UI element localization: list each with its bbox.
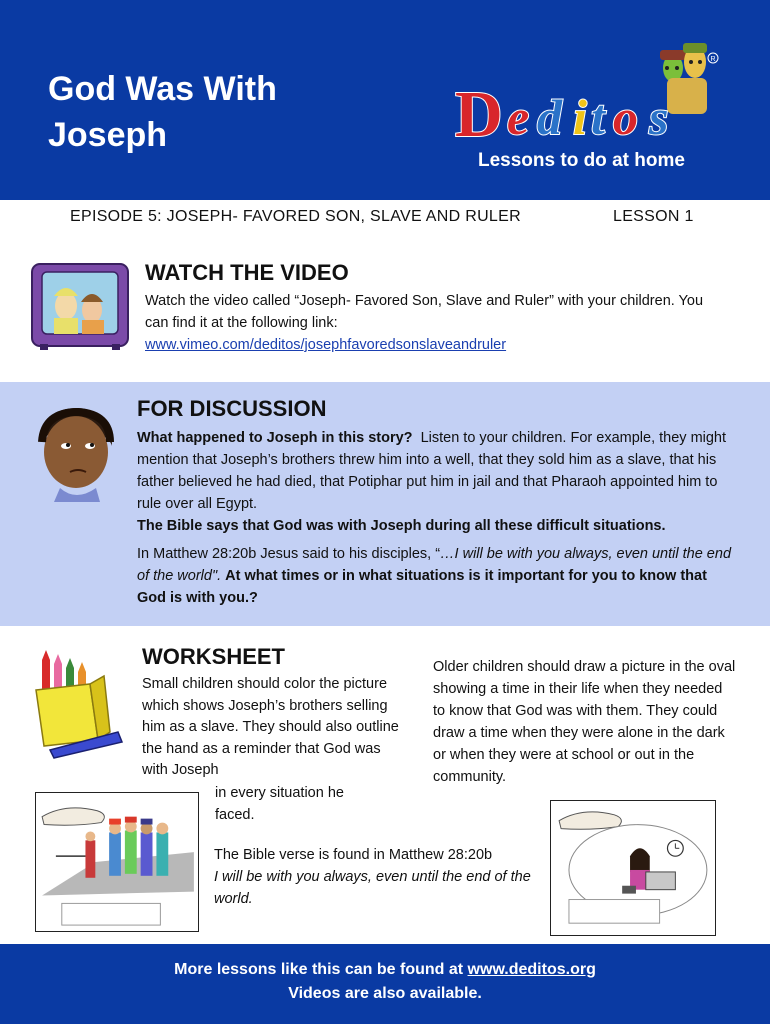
discussion-paragraph-2	[137, 543, 737, 609]
thinking-boy-icon	[30, 402, 120, 502]
verse-text: I will be with you always, even until the end of the world.	[214, 869, 531, 907]
worksheet-heading: WORKSHEET	[142, 644, 285, 669]
title-line-2: Joseph	[48, 116, 168, 154]
svg-text:R: R	[710, 56, 716, 63]
footer-banner	[0, 944, 770, 1024]
svg-text:s: s	[649, 89, 669, 145]
episode-label: EPISODE 5: JOSEPH- FAVORED SON, SLAVE AND RULER	[70, 208, 521, 225]
worksheet-preview-coloring	[35, 792, 199, 932]
svg-text:i: i	[573, 89, 587, 145]
verse-reference: The Bible verse is found in Matthew 28:20b	[214, 847, 493, 863]
crayon-box-icon	[30, 650, 130, 760]
matthew-quote: …I will be with you always, even until the end of the world".	[137, 546, 732, 584]
footer-more-lessons: More lessons like this can be found at	[174, 961, 464, 978]
deditos-logo	[455, 40, 725, 150]
video-link[interactable]: www.vimeo.com/deditos/josephfavoredsonslaveandruler	[145, 337, 507, 353]
svg-text:d: d	[537, 89, 562, 145]
discussion-section	[0, 382, 770, 626]
small-children-instructions-continued: in every situation he faced.	[215, 785, 344, 823]
discussion-answer: Listen to your children. For example, they might mention that Joseph’s brothers threw him into a well, that they sold him as a slave, that his father believed he had died, that Potiphar put him in jail and that Pharaoh appointed him to rule over all Egypt.	[137, 430, 727, 512]
bible-says-statement: The Bible says that God was with Joseph during all these difficult situations.	[137, 518, 666, 534]
footer-line-1	[0, 958, 770, 982]
matthew-intro: In Matthew 28:20b Jesus said to his disciples, “	[137, 546, 441, 562]
watch-video-heading: WATCH THE VIDEO	[145, 260, 349, 285]
svg-text:o: o	[613, 89, 638, 145]
tv-icon	[30, 262, 130, 352]
footer-line-2: Videos are also available.	[288, 985, 482, 1002]
puppet-figures-icon	[660, 43, 718, 114]
header-banner	[0, 0, 770, 200]
watch-video-text	[145, 290, 705, 356]
older-children-instructions: Older children should draw a picture in the oval showing a time in their life when they needed to know that God was with them. They could draw a time when they were alone in the dark or when they were at school or out in the community.	[433, 659, 736, 785]
deditos-website-link[interactable]: www.deditos.org	[467, 961, 596, 978]
worksheet-preview-drawing	[550, 800, 716, 936]
episode-row	[0, 208, 770, 236]
discussion-paragraph-1	[137, 427, 737, 537]
svg-text:D: D	[455, 78, 503, 150]
watch-instructions: Watch the video called “Joseph- Favored Son, Slave and Ruler” with your children. You can find it at the following link:	[145, 293, 704, 331]
discussion-text	[137, 427, 737, 615]
svg-text:t: t	[591, 89, 605, 145]
title-line-1: God Was With	[48, 70, 277, 108]
lesson-label: LESSON 1	[613, 208, 694, 225]
matthew-question: At what times or in what situations is it important for you to know that God is with you.?	[137, 568, 707, 606]
page-title	[48, 66, 348, 158]
svg-text:e: e	[507, 89, 530, 145]
discussion-heading: FOR DISCUSSION	[137, 396, 327, 421]
tagline: Lessons to do at home	[478, 150, 685, 171]
bible-verse	[214, 844, 534, 910]
discussion-question: What happened to Joseph in this story?	[137, 430, 413, 446]
small-children-instructions: Small children should color the picture which shows Joseph’s brothers selling him as a slave. They should also outline the hand as a reminder that God was with Joseph	[142, 676, 399, 778]
